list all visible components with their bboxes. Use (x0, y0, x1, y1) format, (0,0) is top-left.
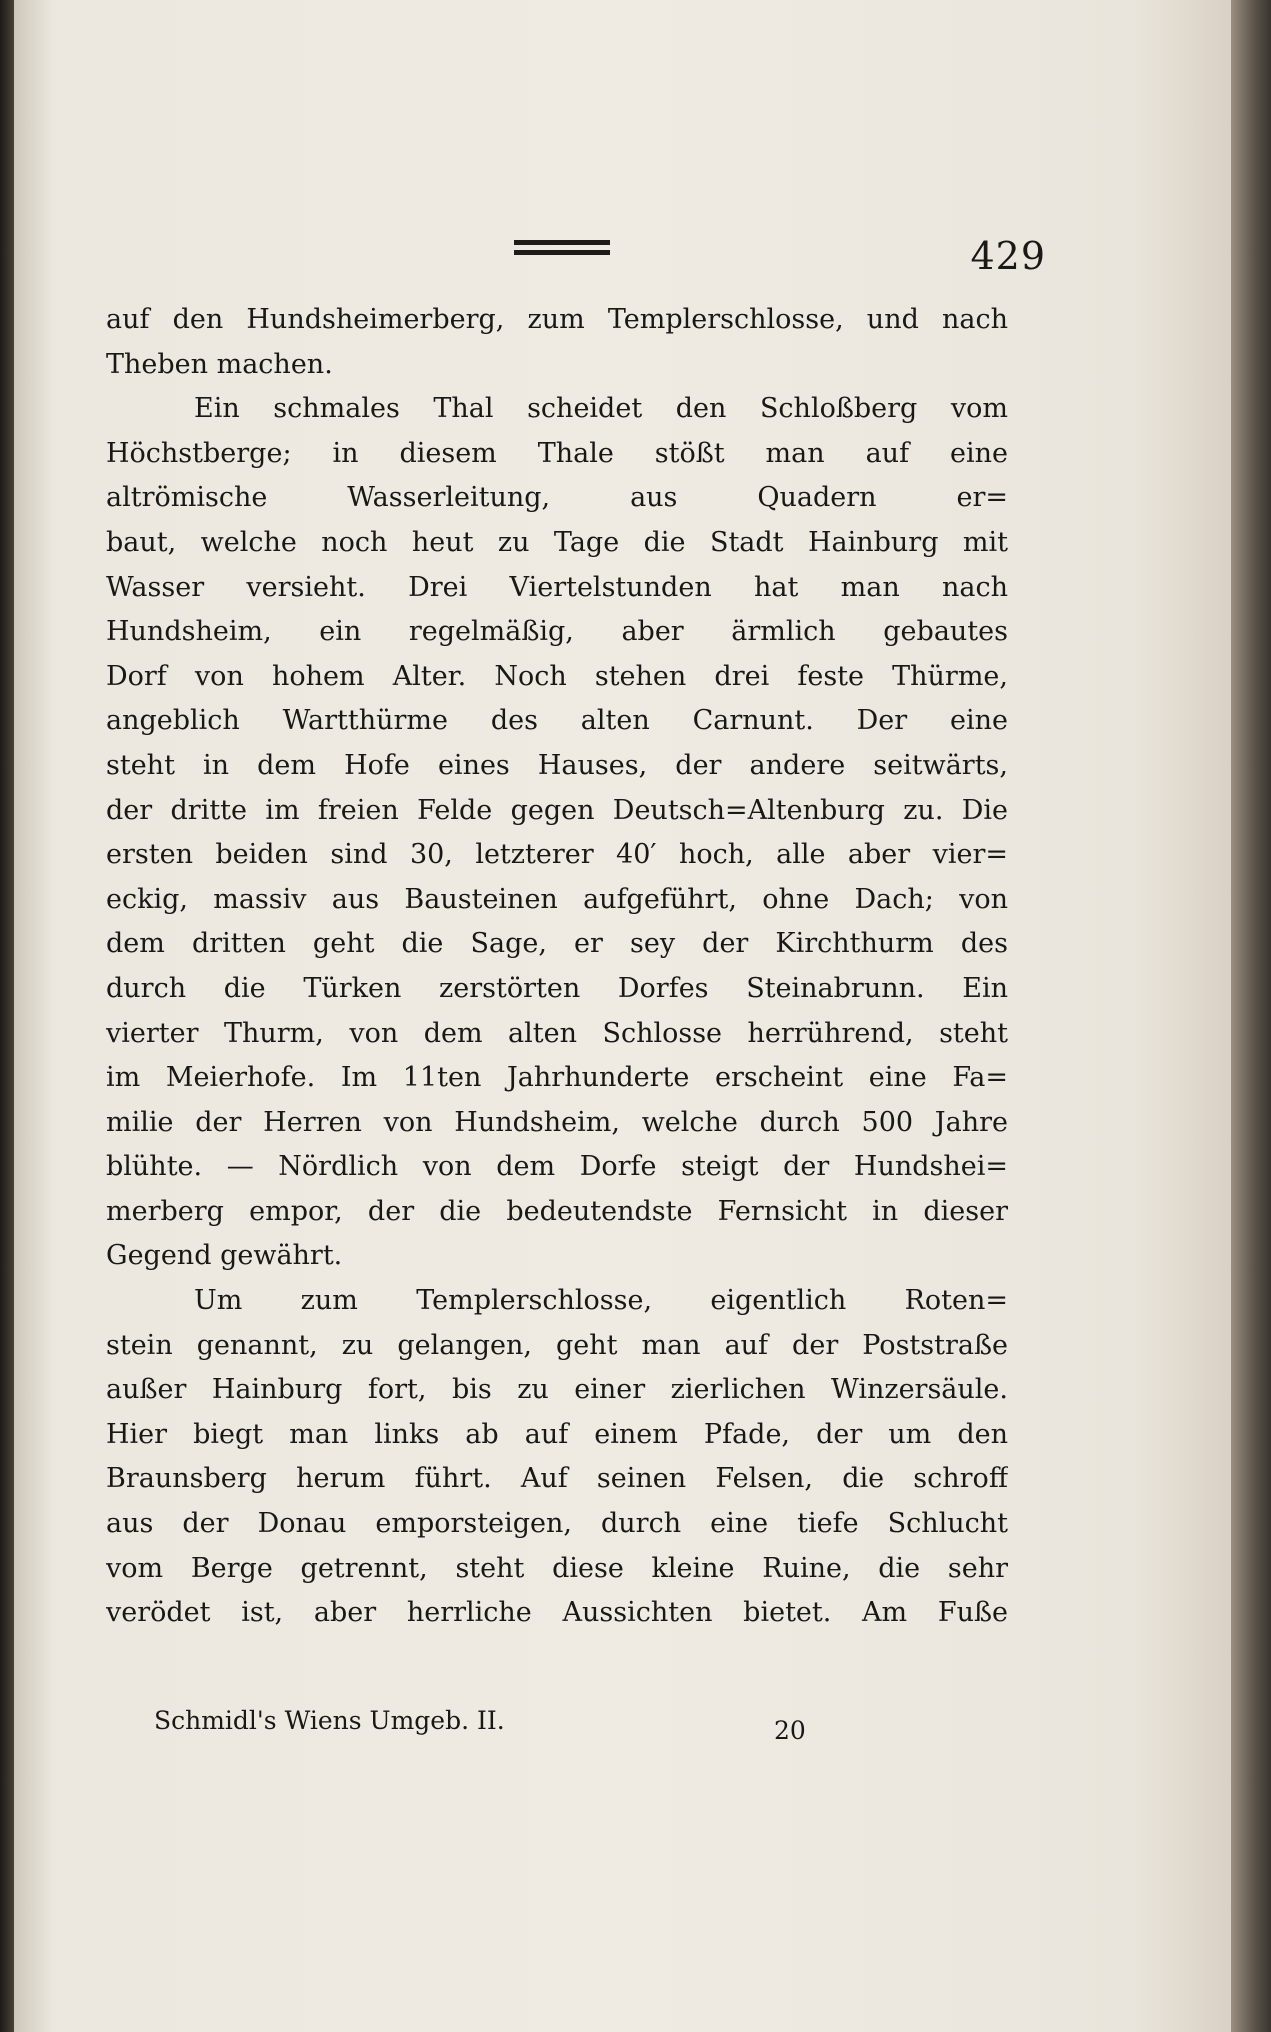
text-line: Hundsheim, ein regelmäßig, aber ärmlich gebautes (106, 616, 1008, 648)
text-line: Um zum Templerschlosse, eigentlich Roten= (194, 1285, 1008, 1317)
paper-leaf (14, 0, 1231, 2032)
text-line: im Meierhofe. Im 11ten Jahrhunderte erscheint eine Fa= (106, 1062, 1008, 1094)
page-number: 429 (970, 234, 1046, 278)
text-line: verödet ist, aber herrliche Aussichten bietet. Am Fuße (106, 1597, 1008, 1629)
footer (154, 1706, 854, 1745)
text-line: milie der Herren von Hundsheim, welche durch 500 Jahre (106, 1106, 1008, 1138)
text-line: Braunsberg herum führt. Auf seinen Felsen, die schroff (106, 1463, 1008, 1495)
text-line: ersten beiden sind 30, letzterer 40′ hoch, alle aber vier= (106, 839, 1008, 871)
text-line: stein genannt, zu gelangen, geht man auf der Poststraße (106, 1329, 1008, 1361)
header-rule-top (514, 240, 610, 245)
text-line: auf den Hundsheimerberg, zum Templerschlosse, und nach (106, 304, 1008, 335)
text-line: Gegend gewährt. (106, 1240, 343, 1272)
text-line: baut, welche noch heut zu Tage die Stadt Hainburg mit (106, 526, 1008, 558)
text-line: blühte. — Nördlich von dem Dorfe steigt der Hundshei= (106, 1151, 1008, 1183)
text-line: der dritte im freien Felde gegen Deutsch=Altenburg zu. Die (106, 794, 1008, 826)
text-line: angeblich Wartthürme des alten Carnunt. Der eine (106, 705, 1008, 737)
text-line: dem dritten geht die Sage, er sey der Kirchthurm des (106, 928, 1008, 960)
text-line: steht in dem Hofe eines Hauses, der andere seitwärts, (106, 749, 1008, 781)
text-line: vierter Thurm, von dem alten Schlosse herrührend, steht (106, 1017, 1008, 1049)
text-line: Höchstberge; in diesem Thale stößt man auf eine (106, 437, 1008, 469)
text-line: merberg empor, der die bedeutendste Fernsicht in dieser (106, 1195, 1008, 1227)
signature-mark: 20 (774, 1716, 806, 1745)
text-line: außer Hainburg fort, bis zu einer zierlichen Winzersäule. (106, 1374, 1008, 1406)
text-line: Dorf von hohem Alter. Noch stehen drei feste Thürme, (106, 660, 1008, 692)
text-line: Wasser versieht. Drei Viertelstunden hat man nach (106, 571, 1008, 603)
text-line: aus der Donau emporsteigen, durch eine tiefe Schlucht (106, 1508, 1008, 1540)
text-line: vom Berge getrennt, steht diese kleine Ruine, die sehr (106, 1552, 1008, 1584)
text-line: Ein schmales Thal scheidet den Schloßberg vom (194, 393, 1008, 425)
text-line: durch die Türken zerstörten Dorfes Steinabrunn. Ein (106, 972, 1008, 1004)
text-line: altrömische Wasserleitung, aus Quadern er= (106, 482, 1008, 514)
body-text (106, 298, 1008, 1636)
text-line: Hier biegt man links ab auf einem Pfade, der um den (106, 1418, 1008, 1450)
binding-edge (0, 0, 14, 2032)
text-line: Theben machen. (106, 348, 333, 380)
text-line: eckig, massiv aus Bausteinen aufgeführt, ohne Dach; von (106, 883, 1008, 915)
header-rule-bottom (514, 250, 610, 255)
footer-title: Schmidl's Wiens Umgeb. II. (154, 1706, 505, 1735)
page-edge-stack (1231, 0, 1271, 2032)
